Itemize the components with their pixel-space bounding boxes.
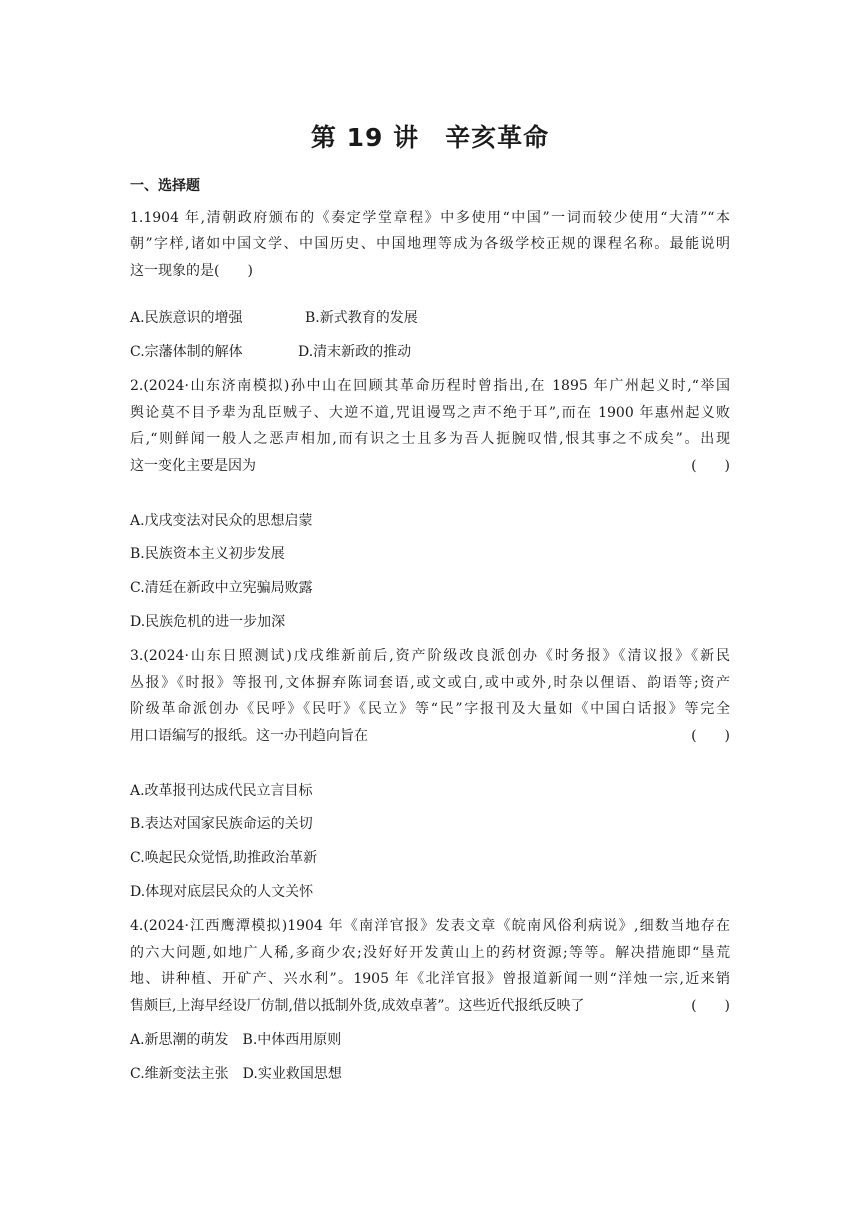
question-4-options-row-1: A.新思潮的萌发 B.中体西用原则 (130, 1032, 342, 1048)
question-2-stem-end: 这一变化主要是因为 (130, 458, 256, 474)
question-1-line-3: 这一现象的是( ) (130, 263, 253, 279)
question-2-answer-bracket: ( ) (691, 458, 730, 474)
question-2-line-2: 舆论莫不目予辈为乱臣贼子、大逆不道,咒诅谩骂之声不绝于耳”,而在 1900 年惠州起义败 (130, 405, 730, 421)
question-2-line-4 (130, 456, 730, 476)
question-4-line-4 (130, 996, 730, 1016)
question-3-line-3: 阶级革命派创办《民呼》《民吁》《民立》等“民”字报刊及大量如《中国白话报》等完全 (130, 701, 730, 717)
question-3-option-a: A.改革报刊达成代民立言目标 (130, 783, 313, 799)
question-1-line-1: 1.1904 年,清朝政府颁布的《奏定学堂章程》中多使用“中国”一词而较少使用“大清”“本 (130, 210, 730, 226)
question-2-option-c: C.清廷在新政中立宪骗局败露 (130, 580, 313, 596)
page-title: 第 19 讲 辛亥革命 (310, 123, 550, 152)
question-2-option-a: A.戊戌变法对民众的思想启蒙 (130, 513, 313, 529)
question-4-answer-bracket: ( ) (691, 998, 730, 1014)
question-2-line-3: 后,“则鲜闻一般人之恶声相加,而有识之士且多为吾人扼腕叹惜,恨其事之不成矣”。出现 (130, 431, 730, 447)
question-2-option-b: B.民族资本主义初步发展 (130, 546, 285, 562)
question-3-option-b: B.表达对国家民族命运的关切 (130, 816, 313, 832)
question-4-line-2: 的六大问题,如地广人稀,多商少农;没好好开发黄山上的药材资源;等等。解决措施即“垦荒 (130, 945, 730, 961)
question-3-line-2: 丛报》《时报》等报刊,文体摒弃陈词套语,或文或白,或中或外,时杂以俚语、韵语等;资产 (130, 675, 730, 691)
question-3-option-c: C.唤起民众觉悟,助推政治革新 (130, 850, 318, 866)
question-3-answer-bracket: ( ) (691, 728, 730, 744)
question-4-line-3: 地、讲种植、开矿产、兴水利”。1905 年《北洋官报》曾报道新闻一则“洋烛一宗,近来销 (130, 971, 730, 987)
question-4-options-row-2: C.维新变法主张 D.实业救国思想 (130, 1066, 342, 1082)
question-3-stem-end: 用口语编写的报纸。这一办刊趋向旨在 (130, 728, 368, 744)
question-2-option-d: D.民族危机的进一步加深 (130, 614, 286, 630)
question-1-option-a: A.民族意识的增强 (130, 310, 243, 326)
question-4-line-1: 4.(2024·江西鹰潭模拟)1904 年《南洋官报》发表文章《皖南风俗利病说》,细数当地存在 (130, 918, 730, 934)
section-heading: 一、选择题 (130, 178, 200, 194)
question-4-stem-end: 售颇巨,上海早经设厂仿制,借以抵制外货,成效卓著”。这些近代报纸反映了 (130, 998, 585, 1014)
question-2-line-1: 2.(2024·山东济南模拟)孙中山在回顾其革命历程时曾指出,在 1895 年广州起义时,“举国 (130, 378, 730, 394)
question-1-line-2: 朝”字样,诸如中国文学、中国历史、中国地理等成为各级学校正规的课程名称。最能说明 (130, 236, 730, 252)
question-1-option-b: B.新式教育的发展 (305, 310, 418, 326)
question-3-line-4 (130, 726, 730, 746)
question-3-option-d: D.体现对底层民众的人文关怀 (130, 884, 314, 900)
question-1-option-d: D.清末新政的推动 (298, 344, 412, 360)
question-1-option-c: C.宗藩体制的解体 (130, 344, 243, 360)
question-3-line-1: 3.(2024·山东日照测试)戊戌维新前后,资产阶级改良派创办《时务报》《清议报》《新民 (130, 648, 730, 664)
